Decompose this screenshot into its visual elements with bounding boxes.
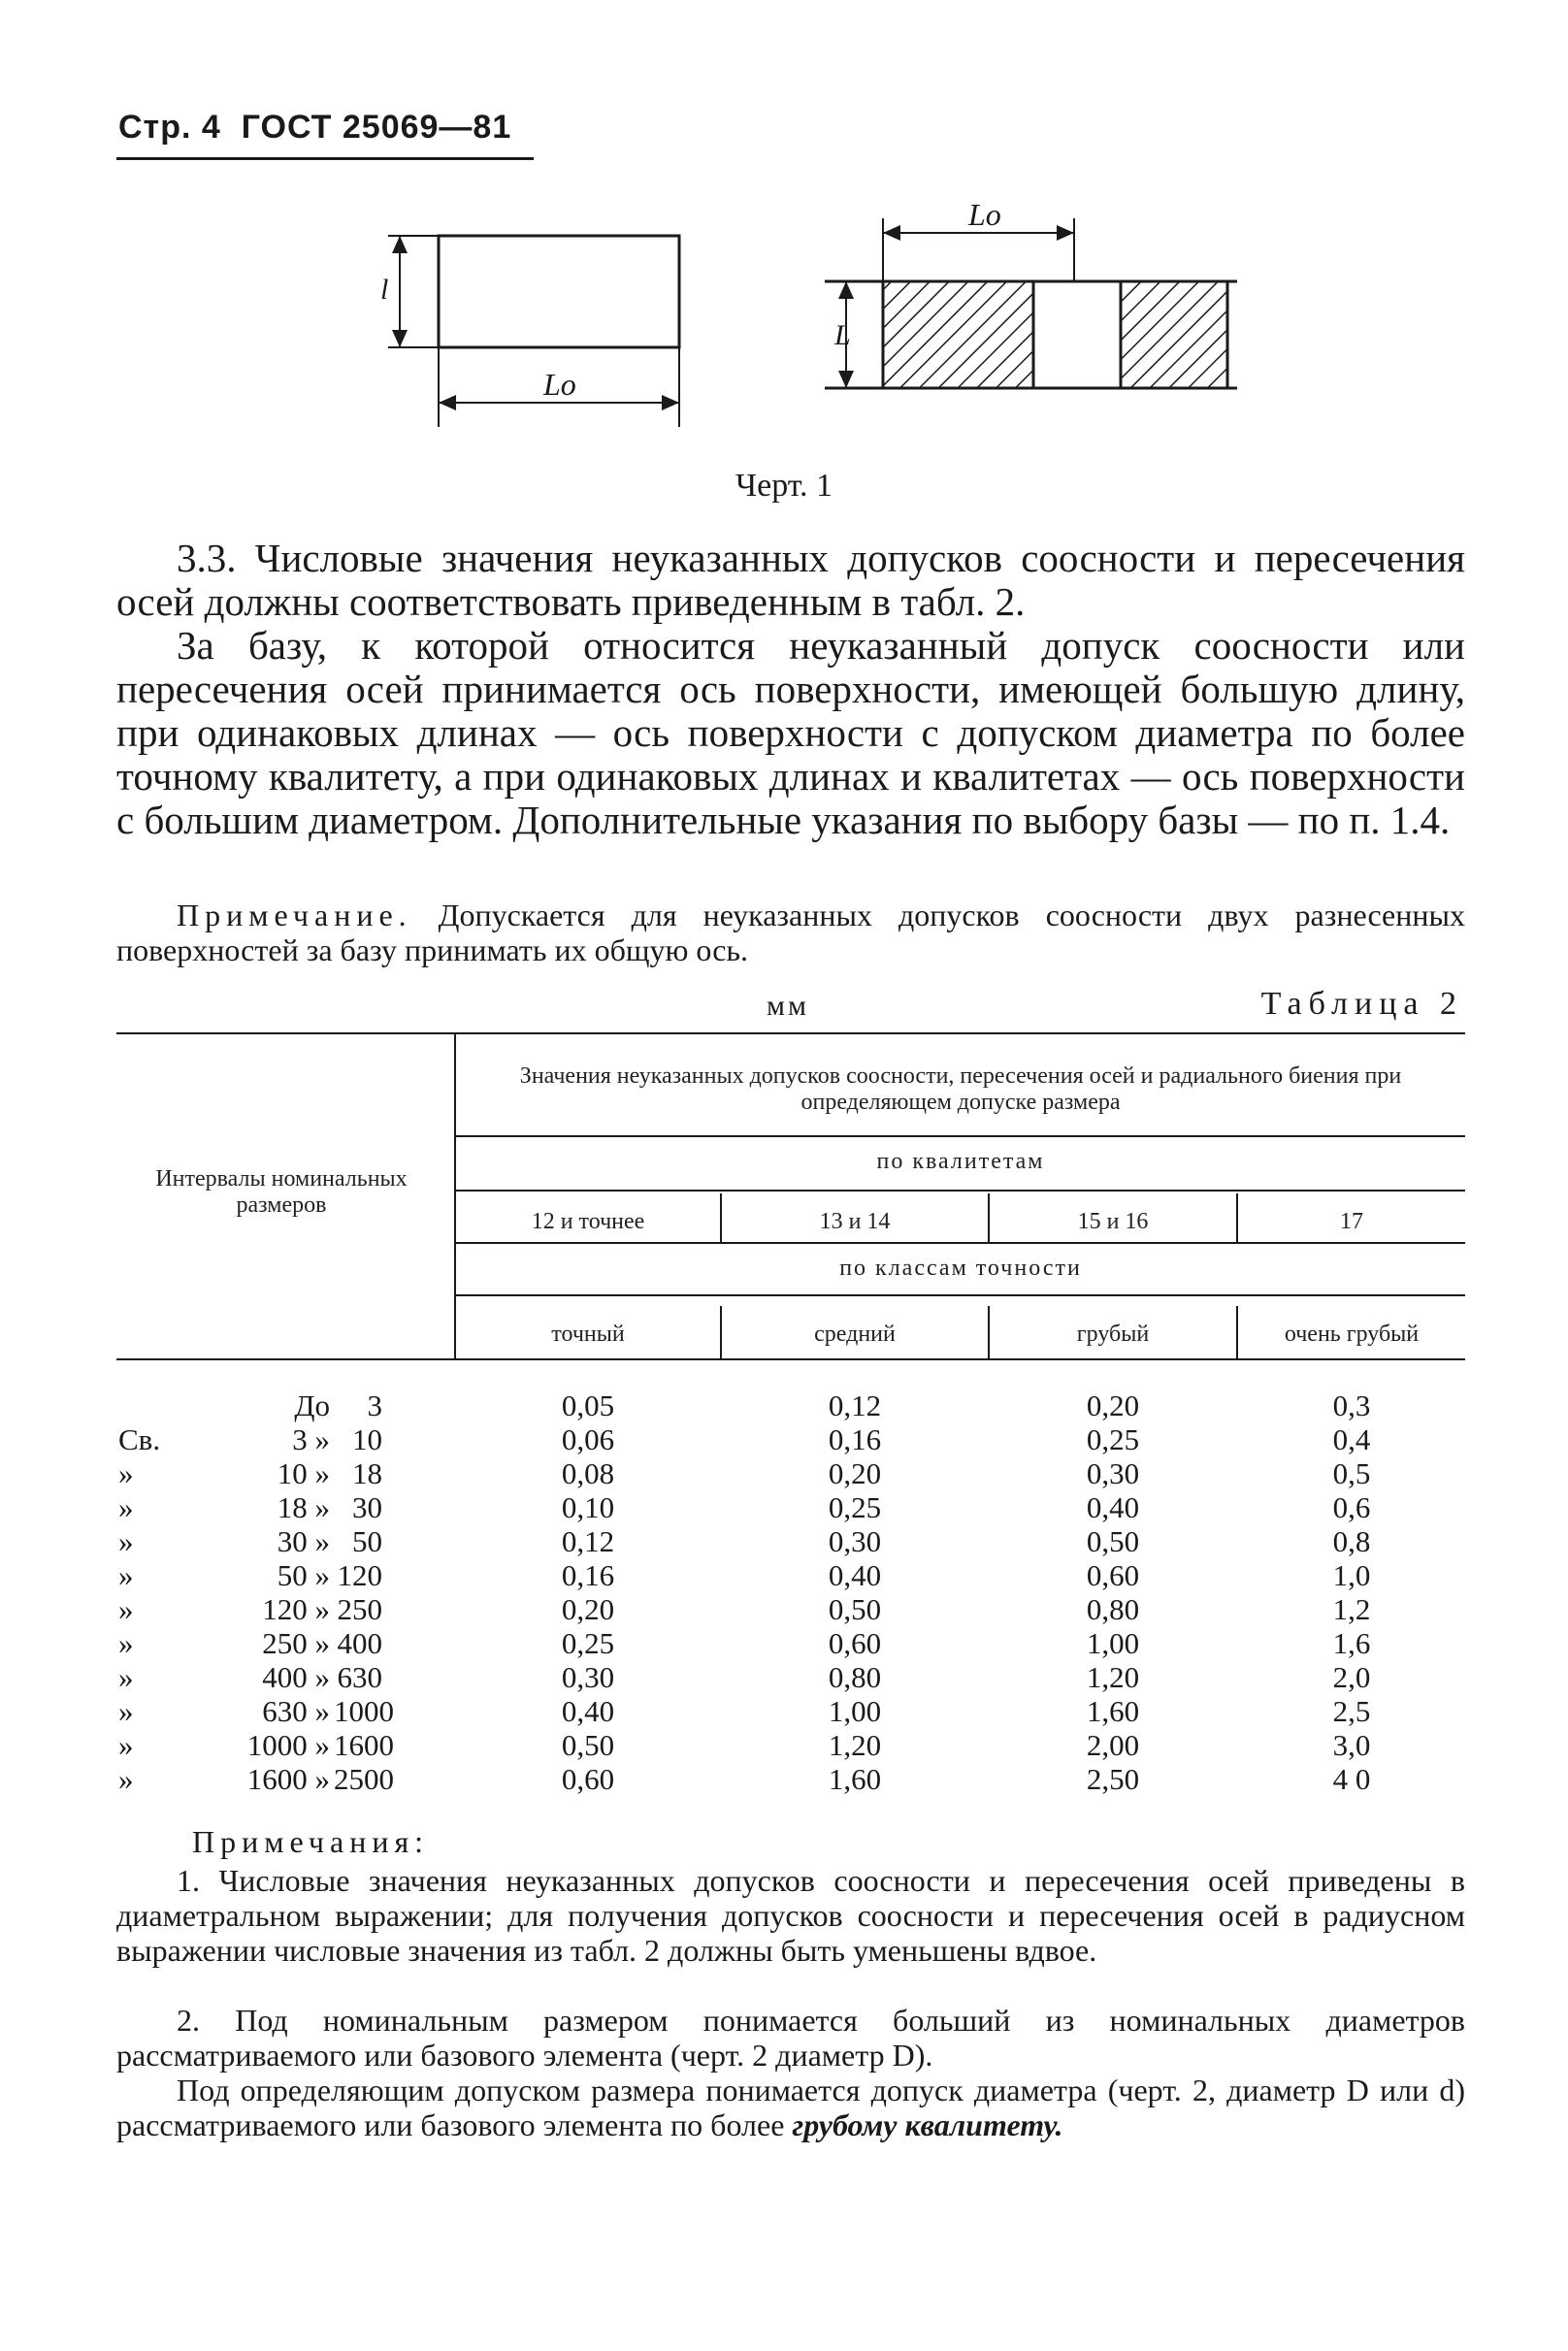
table-cell: 2,5: [1332, 1694, 1371, 1728]
row-to: 10: [352, 1422, 382, 1456]
table-cell: 0,8: [1332, 1524, 1371, 1558]
row-from: 120 »: [262, 1592, 330, 1626]
note-1: 1. Числовые значения неуказанных допусков соосности и пересечения осей приведены в диаметральном выражении; для получения допусков соосности и пересечения осей в радиусном выражении числовые значения из табл. 2 должны быть уменьшены вдвое.: [116, 1863, 1465, 1968]
note-paragraph: [116, 898, 1465, 967]
table-cell: 0,08: [561, 1456, 615, 1490]
stub-header: Интервалы номинальных размеров: [155, 1166, 408, 1218]
table-cell: 0,5: [1332, 1456, 1371, 1490]
row-from: 1600 »: [246, 1762, 330, 1796]
row-to: 18: [352, 1456, 382, 1490]
table-cell: 1,0: [1332, 1558, 1371, 1592]
row-prefix: »: [118, 1694, 134, 1728]
table-cell: 0,30: [1086, 1456, 1140, 1490]
table-cell: 0,6: [1332, 1490, 1371, 1524]
note-3-text: Под определяющим допуском размера понимается допуск диаметра (черт. 2, диаметр D или d) рассматриваемого или базового элемента по более: [116, 2073, 1465, 2142]
note-text: Допускается для неуказанных допусков соосности двух разнесенных поверхностей за базу принимать их общую ось.: [116, 898, 1465, 967]
row-to: 630: [337, 1660, 382, 1694]
left-height-label: l: [380, 274, 389, 306]
row-from: 10 »: [277, 1456, 330, 1490]
table-cell: 0,20: [561, 1592, 615, 1626]
grades-header: по квалитетам: [876, 1149, 1045, 1174]
table-top-rule: [116, 1032, 1465, 1034]
classes-header: по классам точности: [839, 1256, 1082, 1281]
row-from: 50 »: [277, 1558, 330, 1592]
table-cell: 1,2: [1332, 1592, 1371, 1626]
row-prefix: »: [118, 1762, 134, 1796]
rule-after-grades: [456, 1242, 1465, 1244]
row-prefix: »: [118, 1728, 134, 1762]
table-cell: 0,12: [561, 1524, 615, 1558]
table-cell: 0,30: [828, 1524, 882, 1558]
table-cell: 0,10: [561, 1490, 615, 1524]
row-to: 120: [337, 1558, 382, 1592]
table-cell: 0,25: [1086, 1422, 1140, 1456]
figure-drawing: [0, 0, 1568, 524]
table-cell: 0,50: [828, 1592, 882, 1626]
table-cell: 1,20: [828, 1728, 882, 1762]
table-cell: 0,25: [561, 1626, 615, 1660]
stub-divider: [454, 1032, 456, 1358]
table-cell: 0,50: [561, 1728, 615, 1762]
table-cell: 0,40: [1086, 1490, 1140, 1524]
class-header: очень грубый: [1284, 1322, 1420, 1347]
table-cell: 0,12: [828, 1388, 882, 1422]
rule-after-grades-label: [456, 1190, 1465, 1192]
right-dim-label: Lo: [968, 197, 1001, 232]
row-prefix: »: [118, 1524, 134, 1558]
main-header: Значения неуказанных допусков соосности, пересечения осей и радиального биения при определяющем допуске размера: [519, 1063, 1402, 1115]
table-cell: 1,00: [828, 1694, 882, 1728]
table-cell: 0,80: [828, 1660, 882, 1694]
row-to: 400: [337, 1626, 382, 1660]
table-cell: 0,16: [561, 1558, 615, 1592]
row-from: 1000 »: [246, 1728, 330, 1762]
class-header: грубый: [1076, 1322, 1150, 1347]
page-number: Стр. 4: [118, 109, 221, 146]
notes-title: Примечания:: [192, 1824, 430, 1859]
table-cell: 0,05: [561, 1388, 615, 1422]
table-cell: 3,0: [1332, 1728, 1371, 1762]
right-part: [825, 197, 1237, 388]
table-cell: 0,40: [561, 1694, 615, 1728]
note-2: 2. Под номинальным размером понимается больший из номинальных диаметров рассматриваемого или базового элемента (черт. 2 диаметр D).: [116, 2003, 1465, 2073]
row-to: 50: [352, 1524, 382, 1558]
row-prefix: »: [118, 1456, 134, 1490]
figure-caption: Черт. 1: [735, 468, 833, 504]
row-from: 18 »: [277, 1490, 330, 1524]
grade-header: 12 и точнее: [531, 1209, 645, 1234]
row-from: 30 »: [277, 1524, 330, 1558]
table-cell: 2,50: [1086, 1762, 1140, 1796]
grade-header: 15 и 16: [1077, 1209, 1149, 1234]
table-cell: 0,06: [561, 1422, 615, 1456]
row-to: 2500: [334, 1762, 394, 1796]
grade-header: 17: [1340, 1209, 1363, 1234]
table-cell: 0,60: [1086, 1558, 1140, 1592]
table-cell: 1,20: [1086, 1660, 1140, 1694]
table-cell: 0,60: [561, 1762, 615, 1796]
table-header-bottom-rule: [116, 1358, 1465, 1360]
note-3-bold: грубому квалитету.: [792, 2107, 1063, 2142]
table-cell: 2,0: [1332, 1660, 1371, 1694]
table-cell: 0,4: [1332, 1422, 1371, 1456]
paragraph-base: За базу, к которой относится неуказанный допуск соосности или пересечения осей принимается ось поверхности, имеющей большую длину, при одинаковых длинах — ось поверхности с допуском диаметра по более точному квалитету, а при одинаковых длинах и квалитетах — ось поверхности с большим диаметром. Дополнительные указания по выбору базы — по п. 1.4.: [116, 623, 1465, 842]
table-cell: 0,20: [1086, 1388, 1140, 1422]
class-header: средний: [814, 1322, 896, 1347]
row-to: 250: [337, 1592, 382, 1626]
row-prefix: »: [118, 1626, 134, 1660]
left-dim-label: Lo: [543, 367, 576, 402]
table-label: Таблица 2: [1260, 986, 1463, 1022]
row-to: 30: [352, 1490, 382, 1524]
row-to: 3: [367, 1388, 382, 1422]
row-from: 400 »: [262, 1660, 330, 1694]
row-prefix: »: [118, 1490, 134, 1524]
row-prefix: »: [118, 1558, 134, 1592]
row-prefix: »: [118, 1660, 134, 1694]
row-from: До: [294, 1388, 330, 1422]
note-3: [116, 2073, 1465, 2142]
rule-after-classes-label: [456, 1294, 1465, 1296]
table-units: мм: [767, 990, 809, 1022]
note-label: Примечание.: [177, 898, 412, 932]
table-cell: 0,80: [1086, 1592, 1140, 1626]
row-from: 630 »: [262, 1694, 330, 1728]
table-cell: 0,3: [1332, 1388, 1371, 1422]
table-cell: 0,30: [561, 1660, 615, 1694]
table-cell: 4 0: [1332, 1762, 1371, 1796]
table-cell: 0,25: [828, 1490, 882, 1524]
paragraph-3-3: 3.3. Числовые значения неуказанных допусков соосности и пересечения осей должны соответствовать приведенным в табл. 2.: [116, 536, 1465, 624]
table-cell: 0,40: [828, 1558, 882, 1592]
class-header: точный: [551, 1322, 625, 1347]
table-cell: 1,60: [828, 1762, 882, 1796]
table-cell: 2,00: [1086, 1728, 1140, 1762]
table-cell: 1,00: [1086, 1626, 1140, 1660]
left-part: [380, 236, 679, 427]
table-cell: 1,6: [1332, 1626, 1371, 1660]
row-to: 1000: [334, 1694, 394, 1728]
grade-header: 13 и 14: [819, 1209, 891, 1234]
table-cell: 0,60: [828, 1626, 882, 1660]
table-cell: 0,16: [828, 1422, 882, 1456]
standard-code: ГОСТ 25069—81: [241, 109, 512, 146]
table-cell: 1,60: [1086, 1694, 1140, 1728]
table-cell: 0,20: [828, 1456, 882, 1490]
rule-after-main-header: [456, 1135, 1465, 1137]
row-prefix: »: [118, 1592, 134, 1626]
row-prefix: Св.: [118, 1422, 161, 1456]
right-height-label: L: [834, 319, 851, 351]
row-from: 250 »: [262, 1626, 330, 1660]
row-from: 3 »: [292, 1422, 330, 1456]
table-cell: 0,50: [1086, 1524, 1140, 1558]
row-to: 1600: [334, 1728, 394, 1762]
